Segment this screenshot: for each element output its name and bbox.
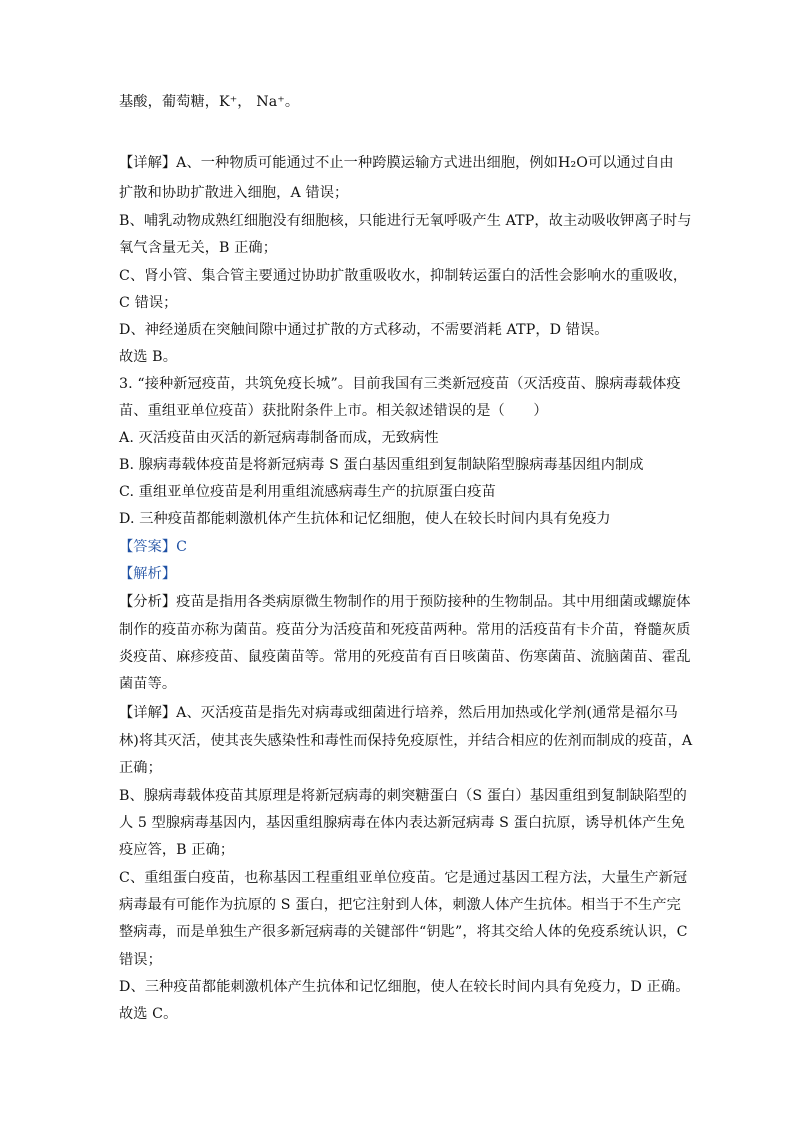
text-line: 制作的疫苗亦称为菌苗。疫苗分为活疫苗和死疫苗两种。常用的活疫苗有卡介苗，脊髓灰质 bbox=[119, 622, 691, 638]
text-line: 林)将其灭活，使其丧失感染性和毒性而保持免疫原性，并结合相应的佐剂而制成的疫苗，A bbox=[119, 733, 693, 749]
question-stem: 苗、重组亚单位疫苗）获批附条件上市。相关叙述错误的是（ ） bbox=[119, 403, 548, 419]
answer-label: 【答案】C bbox=[119, 539, 188, 555]
text-line: 整病毒，而是单独生产很多新冠病毒的关键部件“钥匙”，将其交给人体的免疫系统认识，C bbox=[119, 924, 688, 940]
text-line: 氧气含量无关，B 正确； bbox=[119, 240, 278, 256]
text-line: 疫应答，B 正确； bbox=[119, 842, 235, 858]
text-line: 故选 C。 bbox=[119, 1006, 178, 1022]
text-line: 基酸，葡萄糖，K⁺， Na⁺。 bbox=[119, 94, 300, 110]
text-line: C、重组蛋白疫苗，也称基因工程重组亚单位疫苗。它是通过基因工程方法，大量生产新冠 bbox=[119, 870, 688, 886]
text-line: 菌苗等。 bbox=[119, 676, 177, 692]
text-line: 故选 B。 bbox=[119, 349, 177, 365]
option-b: B. 腺病毒载体疫苗是将新冠病毒 S 蛋白基因重组到复制缺陷型腺病毒基因组内制成 bbox=[119, 457, 644, 473]
option-d: D. 三种疫苗都能刺激机体产生抗体和记忆细胞，使人在较长时间内具有免疫力 bbox=[119, 511, 611, 527]
text-line: 【分析】疫苗是指用各类病原微生物制作的用于预防接种的生物制品。其中用细菌或螺旋体 bbox=[119, 594, 691, 610]
text-line: C、肾小管、集合管主要通过协助扩散重吸收水，抑制转运蛋白的活性会影响水的重吸收， bbox=[119, 268, 688, 284]
question-stem: 3. “接种新冠疫苗，共筑免疫长城”。目前我国有三类新冠疫苗（灭活疫苗、腺病毒载体疫 bbox=[119, 376, 681, 392]
option-c: C. 重组亚单位疫苗是利用重组流感病毒生产的抗原蛋白疫苗 bbox=[119, 484, 496, 500]
text-line: D、三种疫苗都能刺激机体产生抗体和记忆细胞，使人在较长时间内具有免疫力，D 正确。 bbox=[119, 979, 690, 995]
text-line: 病毒最有可能作为抗原的 S 蛋白，把它注射到人体，刺激人体产生抗体。相当于不生产完 bbox=[119, 897, 681, 913]
text-line: 扩散和协助扩散进入细胞，A 错误； bbox=[119, 185, 349, 201]
analysis-label: 【解析】 bbox=[119, 566, 177, 582]
text-line: 正确； bbox=[119, 760, 162, 776]
text-line: D、神经递质在突触间隙中通过扩散的方式移动，不需要消耗 ATP，D 错误。 bbox=[119, 322, 609, 338]
option-a: A. 灭活疫苗由灭活的新冠病毒制备而成，无致病性 bbox=[119, 430, 439, 446]
text-line: B、哺乳动物成熟红细胞没有细胞核，只能进行无氧呼吸产生 ATP，故主动吸收钾离子时与 bbox=[119, 213, 692, 229]
text-line: 人 5 型腺病毒基因内，基因重组腺病毒在体内表达新冠病毒 S 蛋白抗原，诱导机体产生免 bbox=[119, 815, 686, 831]
text-line: 【详解】A、灭活疫苗是指先对病毒或细菌进行培养，然后用加热或化学剂(通常是福尔马 bbox=[119, 705, 678, 721]
text-line: B、腺病毒载体疫苗其原理是将新冠病毒的刺突糖蛋白（S 蛋白）基因重组到复制缺陷型的 bbox=[119, 788, 687, 804]
text-line: C 错误； bbox=[119, 295, 178, 311]
text-line: 炎疫苗、麻疹疫苗、鼠疫菌苗等。常用的死疫苗有百日咳菌苗、伤寒菌苗、流脑菌苗、霍乱 bbox=[119, 649, 691, 665]
text-line: 错误； bbox=[119, 952, 162, 968]
text-line: 【详解】A、一种物质可能通过不止一种跨膜运输方式进出细胞，例如H₂O可以通过自由 bbox=[119, 155, 674, 171]
